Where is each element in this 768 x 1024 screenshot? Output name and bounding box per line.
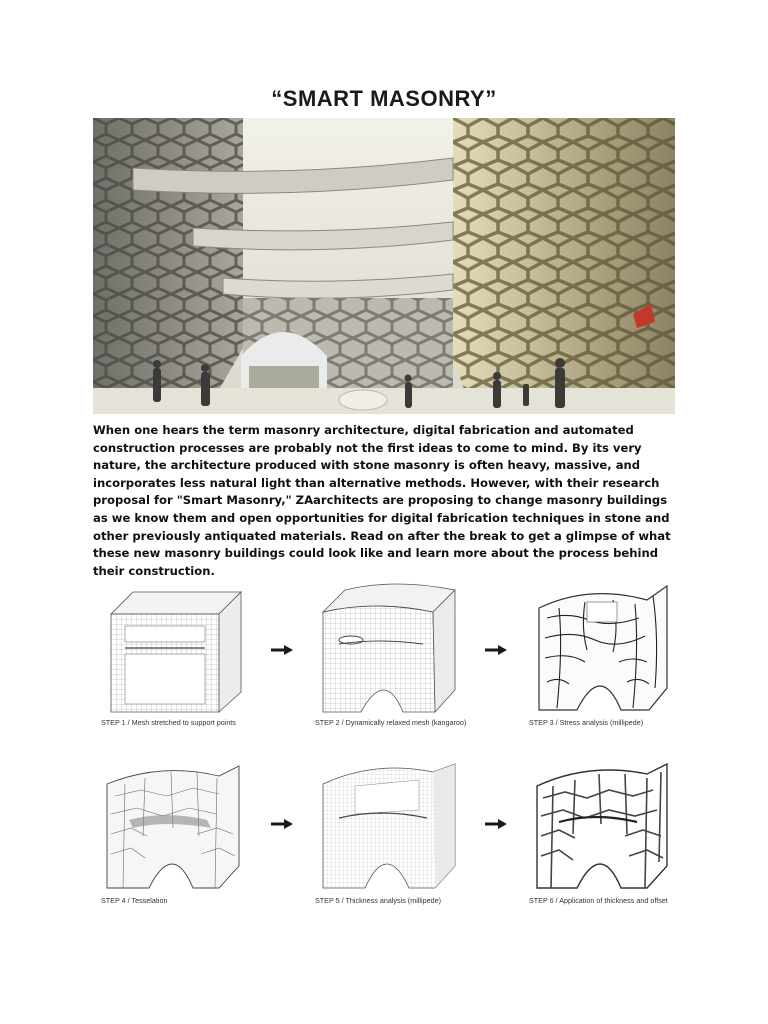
step-4-tesselation-drawing <box>101 758 251 892</box>
step-4-caption: STEP 4 / Tesselation <box>101 896 168 905</box>
step-1-mesh-drawing <box>101 584 251 716</box>
atrium-illustration <box>93 118 675 414</box>
step-6-offset-lattice-drawing <box>529 758 679 892</box>
step-4-figure <box>101 758 261 908</box>
step-6-caption: STEP 6 / Application of thickness and offset <box>529 896 668 905</box>
page-title: “SMART MASONRY” <box>271 86 497 111</box>
step-3-caption: STEP 3 / Stress analysis (millipede) <box>529 718 644 727</box>
arrow-right-icon <box>485 814 507 824</box>
step-2-relaxed-mesh-drawing <box>315 578 465 716</box>
hero-rendering-image <box>93 118 675 414</box>
process-diagram <box>93 578 675 914</box>
step-6-figure <box>529 758 689 908</box>
step-3-stress-analysis-drawing <box>529 578 679 716</box>
arrow-right-icon <box>271 640 293 650</box>
step-5-figure <box>315 758 475 908</box>
step-1-caption: STEP 1 / Mesh stretched to support points <box>101 718 236 727</box>
step-3-figure <box>529 578 689 728</box>
step-2-figure <box>315 578 475 728</box>
article-paragraph: When one hears the term masonry architecture, digital fabrication and automated construction processes are probably not the first ideas to come to mind. By its very nature, the architecture produced with stone masonry is often heavy, massive, and incorporates less natural light than alternative methods. However, with their research proposal for "Smart Masonry," ZAarchitects are proposing to change masonry buildings as we know them and open opportunities for digital fabrication techniques in stone and other previously antiquated materials. Read on after the break to get a glimpse of what these new masonry buildings could look like and learn more about the process behind their construction. <box>93 423 671 578</box>
step-5-caption: STEP 5 / Thickness analysis (millipede) <box>315 896 441 905</box>
arrow-right-icon <box>485 640 507 650</box>
step-1-figure <box>101 584 261 734</box>
step-5-thickness-analysis-drawing <box>315 758 465 892</box>
arrow-right-icon <box>271 814 293 824</box>
step-2-caption: STEP 2 / Dynamically relaxed mesh (kangaroo) <box>315 718 467 727</box>
